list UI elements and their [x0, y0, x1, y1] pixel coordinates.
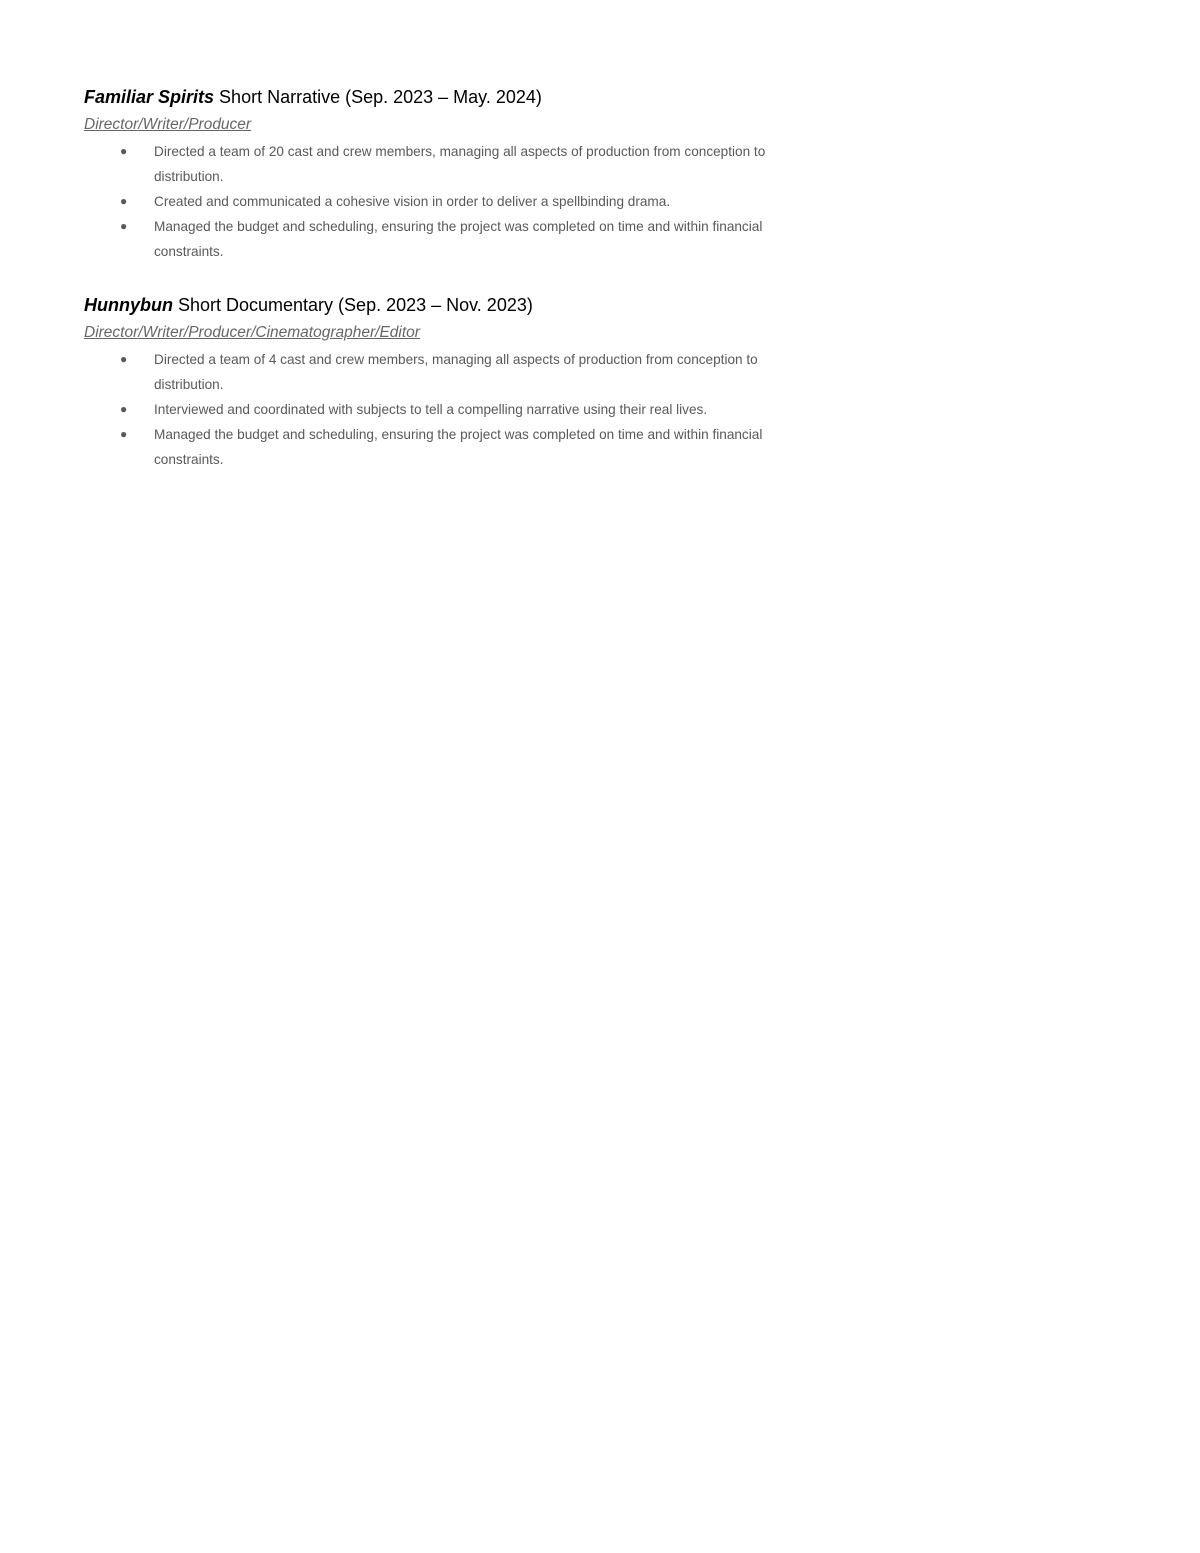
- project-heading: [84, 85, 804, 109]
- list-item: [84, 347, 804, 397]
- bullet-icon: ●: [120, 427, 128, 441]
- list-item-text: Interviewed and coordinated with subjects to tell a compelling narrative using their real lives.: [154, 402, 708, 417]
- responsibility-list: [84, 347, 804, 472]
- responsibility-list: [84, 139, 804, 264]
- project-entry-familiar-spirits: [84, 85, 804, 264]
- project-role: Director/Writer/Producer: [84, 116, 252, 133]
- list-item: [84, 397, 804, 422]
- project-heading: [84, 293, 804, 317]
- bullet-icon: ●: [120, 352, 128, 366]
- project-entry-hunnybun: [84, 293, 804, 472]
- list-item-text: Created and communicated a cohesive vision in order to deliver a spellbinding drama.: [154, 194, 671, 209]
- list-item-text: Managed the budget and scheduling, ensuring the project was completed on time and within financial constraints.: [154, 427, 763, 467]
- bullet-icon: ●: [120, 194, 128, 208]
- list-item-text: Managed the budget and scheduling, ensuring the project was completed on time and within financial constraints.: [154, 219, 763, 259]
- project-role: Director/Writer/Producer/Cinematographer/Editor: [84, 324, 420, 341]
- list-item: [84, 139, 804, 189]
- list-item-text: Directed a team of 4 cast and crew members, managing all aspects of production from conception to distribution.: [154, 352, 758, 392]
- list-item: [84, 214, 804, 264]
- list-item: [84, 422, 804, 472]
- list-item: [84, 189, 804, 214]
- project-title: Familiar Spirits: [84, 87, 215, 107]
- list-item-text: Directed a team of 20 cast and crew members, managing all aspects of production from conception to distribution.: [154, 144, 766, 184]
- project-details: Short Documentary (Sep. 2023 – Nov. 2023): [172, 295, 533, 315]
- bullet-icon: ●: [120, 144, 128, 158]
- bullet-icon: ●: [120, 219, 128, 233]
- bullet-icon: ●: [120, 402, 128, 416]
- project-details: Short Narrative (Sep. 2023 – May. 2024): [214, 87, 542, 107]
- project-title: Hunnybun: [84, 295, 173, 315]
